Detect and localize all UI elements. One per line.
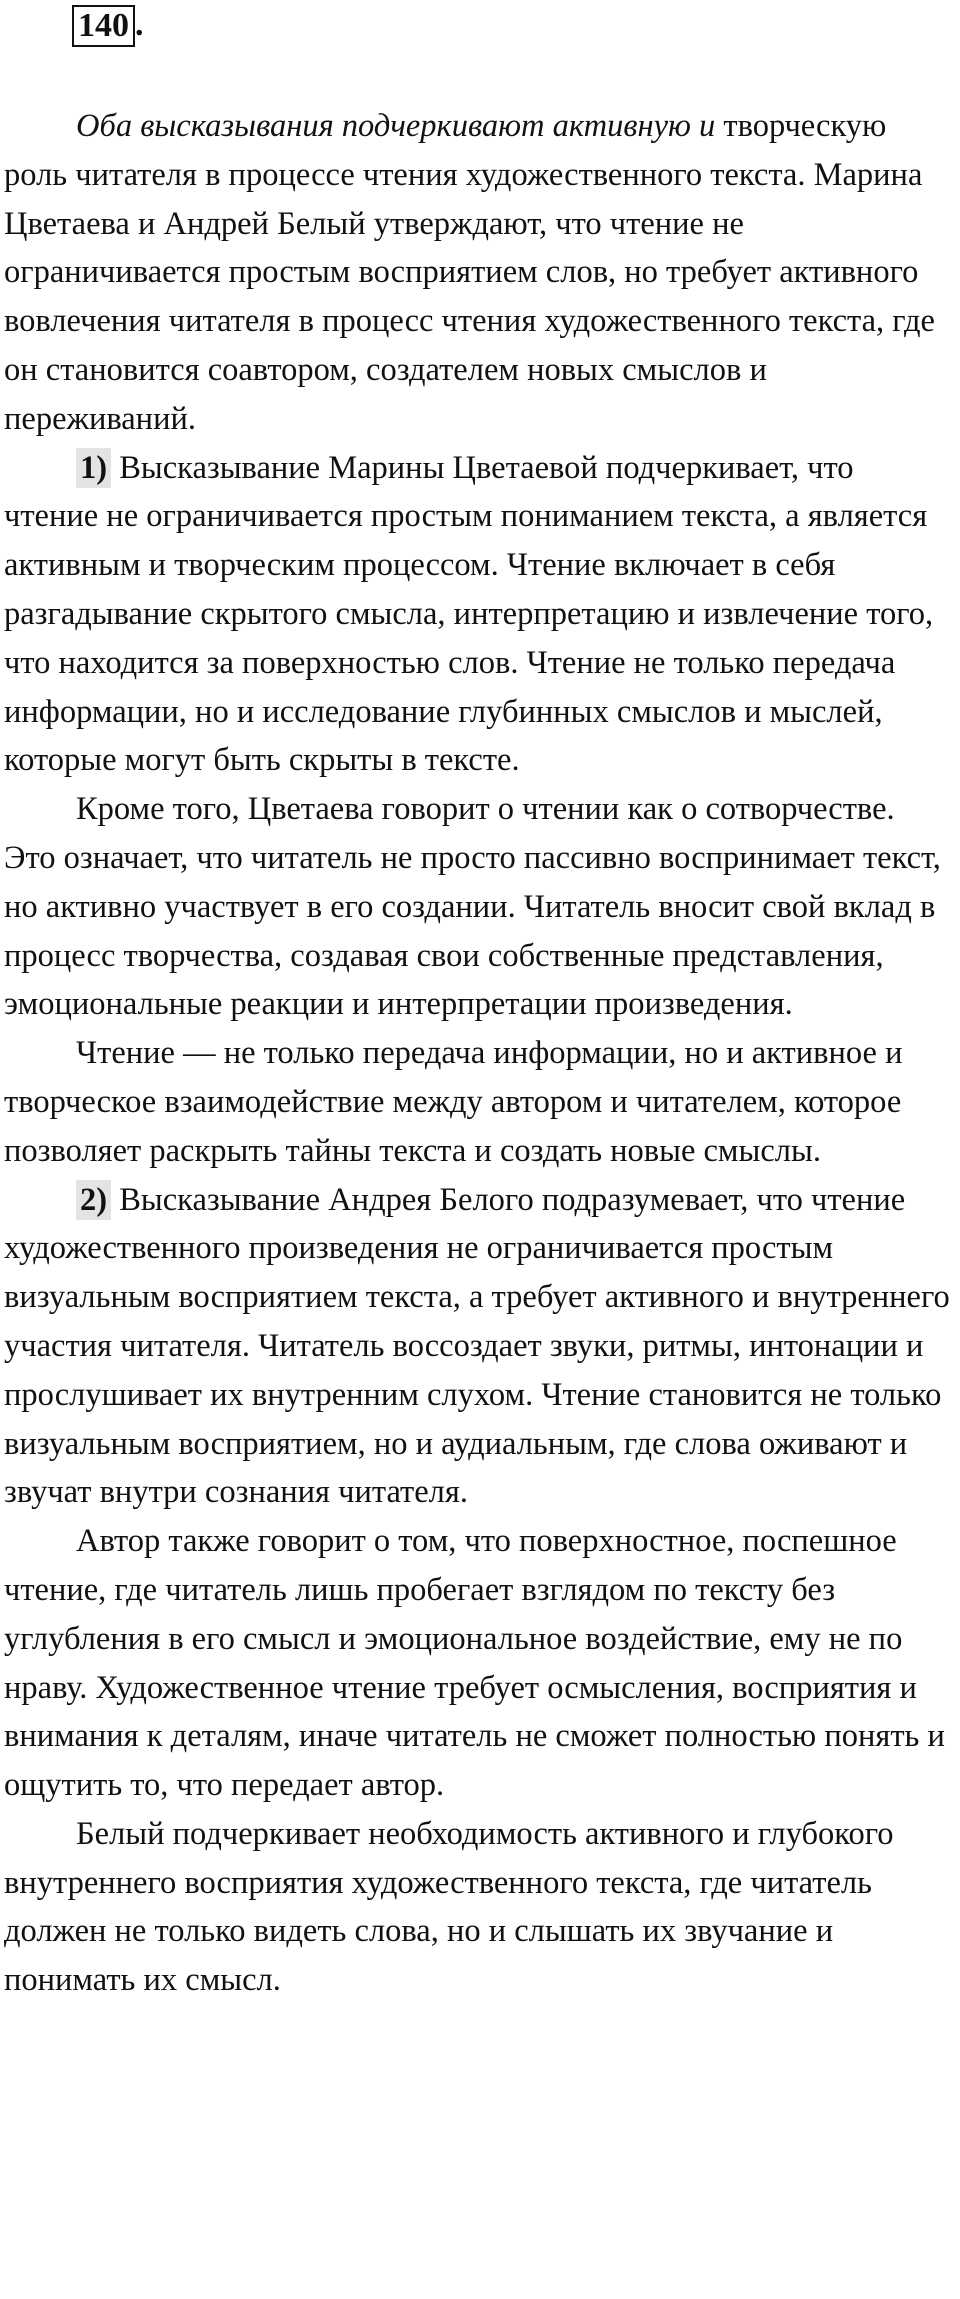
paragraph-conclusion: [4, 1810, 954, 2005]
paragraph-text: Высказывание Марины Цветаевой подчеркивает, что чтение не ограничивается простым пониманием текста, а является активным и творческим процессом. Чтение включает в себя разгадывание скрытого смысла, интерпретацию и извлечение того, что находится за поверхностью слов. Чтение не только передача информации, но и исследование глубинных смыслов и мыслей, которые могут быть скрыты в тексте.: [4, 449, 934, 779]
paragraph-intro: [4, 102, 954, 444]
task-number-dot: .: [135, 6, 144, 43]
paragraph-reading-definition: [4, 1029, 954, 1175]
paragraph-point-1: [4, 444, 954, 786]
paragraph-text: Автор также говорит о том, что поверхностное, поспешное чтение, где читатель лишь пробегает взглядом по тексту без углубления в его смысл и эмоциональное воздействие, ему не по нраву. Художественное чтение требует осмысления, восприятия и внимания к деталям, иначе читатель не сможет полностью понять и ощутить то, что передает автор.: [4, 1523, 945, 1804]
point-marker-1: 1): [76, 448, 111, 488]
answer-text: [4, 102, 954, 2005]
paragraph-superficial-reading: [4, 1517, 954, 1810]
point-marker-2: 2): [76, 1180, 111, 1220]
task-number: [72, 5, 144, 49]
paragraph-text: Высказывание Андрея Белого подразумевает, что чтение художественного произведения не ограничивается простым визуальным восприятием текста, а требует активного и внутреннего участия читателя. Читатель воссоздает звуки, ритмы, интонации и прослушивает их внутренним слухом. Чтение становится не только визуальным восприятием, но и аудиальным, где слова оживают и звучат внутри сознания читателя.: [4, 1181, 950, 1511]
paragraph-text: Кроме того, Цветаева говорит о чтении как о сотворчестве. Это означает, что читатель не просто пассивно воспринимает текст, но активно участвует в его создании. Читатель вносит свой вклад в процесс творчества, создавая свои собственные представления, эмоциональные реакции и интерпретации произведения.: [4, 791, 941, 1023]
paragraph-text: Белый подчеркивает необходимость активного и глубокого внутреннего восприятия художественного текста, где читатель должен не только видеть слова, но и слышать их звучание и понимать их смысл.: [4, 1815, 894, 1999]
paragraph-text: Чтение — не только передача информации, но и активное и творческое взаимодействие между автором и читателем, которое позволяет раскрыть тайны текста и создать новые смыслы.: [4, 1035, 903, 1169]
paragraph-point-2: [4, 1176, 954, 1518]
paragraph-text: творческую роль читателя в процессе чтения художественного текста. Марина Цветаева и Андрей Белый утверждают, что чтение не ограничивается простым восприятием слов, но требует активного вовлечения читателя в процесс чтения художественного текста, где он становится соавтором, создателем новых смыслов и переживаний.: [4, 108, 935, 437]
task-number-box: 140: [72, 5, 135, 47]
paragraph-cotvorchestvo: [4, 785, 954, 1029]
intro-lead-italic: Оба высказывания подчеркивают активную и: [76, 108, 716, 144]
